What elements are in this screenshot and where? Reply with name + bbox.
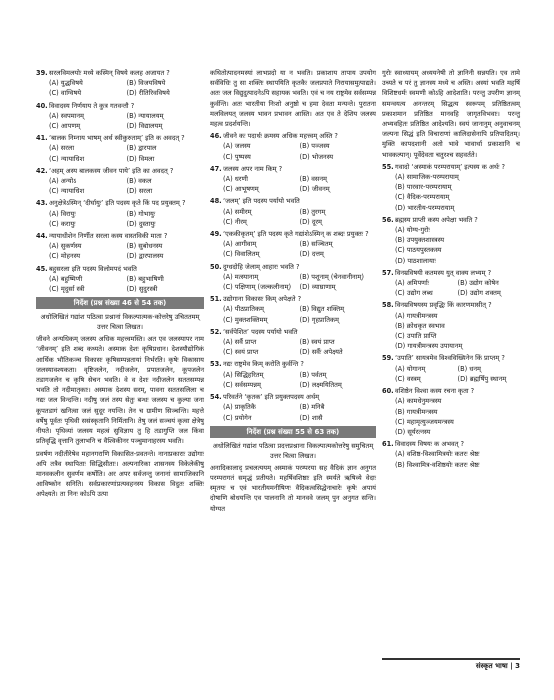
question-text: उद्योगाना विकासः किम् अपेक्षते ? <box>223 295 302 304</box>
question-item <box>210 262 376 293</box>
question-item <box>36 264 204 295</box>
answer-option: (C) मुक्तशक्तिमम् <box>223 315 268 324</box>
answer-option: (D) गायत्रीमन्त्रस्य उपायानम् <box>395 342 463 351</box>
answer-option: (D) पाठशालायाः <box>395 256 436 265</box>
answer-option: (A) स्वपमानम् <box>49 111 84 120</box>
option-list <box>36 274 204 294</box>
question-item <box>36 101 204 132</box>
option-list <box>382 278 520 298</box>
answer-option: (D) उद्योग शक्तम् <box>457 289 501 298</box>
question-number: 47. <box>210 164 222 173</box>
question-list <box>36 68 204 294</box>
question-number: 50. <box>210 262 222 271</box>
answer-option: (C) न्यायाधिश <box>49 187 85 196</box>
answer-option: (A) बहुष्मिणी <box>49 274 83 283</box>
question-item <box>382 353 520 384</box>
answer-option: (D) सर्वैः अपेक्ष्यते <box>299 348 343 357</box>
question-stem <box>382 162 520 172</box>
answer-option: (A) धरणी <box>223 175 248 184</box>
answer-option: (C) सर्वसम्पन्नम् <box>223 380 261 389</box>
question-stem <box>210 164 376 174</box>
question-text: ‘उपाति’ सायत्रमेव विश्वविख्यिनेन किं प्राप्तम् ? <box>395 354 505 363</box>
question-stem <box>382 268 520 278</box>
answer-option: (D) रीतिरिवविषये <box>126 89 170 98</box>
question-text: जीवने कः पदार्थः क्रमस्य अधिक महत्त्वम् अस्ति ? <box>223 132 338 141</box>
answer-option: (C) स्वयं प्राप्त <box>223 348 259 357</box>
question-item <box>36 198 204 229</box>
answer-option: (C) प्रयोगेन <box>223 413 252 422</box>
option-list <box>382 225 520 266</box>
option-list <box>36 78 204 98</box>
option-list <box>210 402 376 422</box>
question-text: नद्यः राष्ट्रमेव किम् करोति कुर्वन्ति ? <box>223 360 304 369</box>
option-list <box>210 207 376 227</box>
question-stem <box>210 294 376 304</box>
answer-option: (B) क्रोधकृत स्वभाव <box>395 321 445 330</box>
question-number: 49. <box>210 230 222 239</box>
option-list <box>210 141 376 161</box>
option-list <box>382 364 520 384</box>
instruction-text: अधोलिखितं गद्यांश पठित्वा प्रश्नानां विकल्पात्मक-कोत्तरेषु उचिततमम् उत्तर चित्वा लिखत। <box>40 313 200 332</box>
answer-option: (D) गृहप्रातिकम् <box>299 315 339 324</box>
answer-option: (A) वशिष्ठ-विश्वामित्रयोः कतरः श्रेष्ठः <box>395 450 480 459</box>
question-stem <box>36 231 204 241</box>
answer-option: (D) दुस्तायुः <box>126 219 156 228</box>
answer-option: (B) धनम् <box>457 364 481 373</box>
answer-option: (A) मत्स्यानाम् <box>223 272 259 281</box>
answer-option: (C) विवालितम् <box>223 250 260 259</box>
option-list <box>382 449 520 469</box>
question-list <box>210 131 376 422</box>
question-stem <box>36 264 204 274</box>
question-text: ‘एककीकृतम्’ इति पदस्य कृते गद्यांशेऽस्मिन् क शब्दः प्रयुक्तः ? <box>223 230 369 239</box>
answer-option: (D) द्वारपालस्य <box>126 252 164 261</box>
question-text: बहुसरला इति पदस्य विलोमपदं भवति <box>49 264 137 273</box>
question-text: वशिष्ठेन विश्वा कस्य रचना कृता ? <box>395 387 475 396</box>
answer-option: (A) प्राकृतिकै <box>223 403 256 412</box>
question-stem <box>210 392 376 402</box>
question-number: 52. <box>210 327 222 336</box>
answer-option: (C) मोहनस्य <box>49 252 81 261</box>
answer-option: (C) उपाति प्राप्ति <box>395 332 437 341</box>
question-text: ‘अहम् अस्य बालकस्य जीवन पाये’ इति का अवदत् ? <box>49 166 174 175</box>
answer-option: (B) बहुभाषिणी <box>126 274 164 283</box>
question-text: सरलविमलयोः मध्ये कस्मिन् विषये कलह अजायत ? <box>49 69 170 77</box>
question-number: 40. <box>36 101 48 110</box>
question-stem <box>382 439 520 449</box>
answer-option: (D) सरला <box>126 187 153 196</box>
question-list <box>382 162 520 470</box>
answer-option: (D) भारतीय-परम्परायाम् <box>395 203 455 212</box>
question-number: 45. <box>36 264 48 273</box>
option-list <box>210 337 376 357</box>
question-item <box>210 131 376 162</box>
question-text: विनम्रविषयस्य प्रवृद्धिः किं कारणमासीत् ? <box>395 301 492 310</box>
answer-option: (B) स्वयं प्राप्त <box>299 338 335 347</box>
answer-option: (D) शासै <box>299 413 323 422</box>
answer-option: (D) विद्यालयम् <box>126 122 163 131</box>
question-text: ब्रह्मस्य प्राप्ती कस्य अपेक्षा भवति ? <box>395 215 478 224</box>
question-text: परिवर्तने ‘कृतक’ इति प्रयुक्तपदस्य अर्थम् <box>223 393 320 402</box>
question-text: ‘जलम्’ इति पदस्य पर्यायो भवति <box>223 197 300 206</box>
question-item <box>210 327 376 358</box>
answer-option: (C) पक्षिणाम् (जल्कलीनाम्) <box>223 283 292 292</box>
question-stem <box>382 386 520 396</box>
question-item <box>210 164 376 195</box>
question-number: 61. <box>382 440 394 449</box>
answer-option: (C) वाग्विषये <box>49 89 82 98</box>
passage-paragraph: जीवने अन्यधिकम् जलस्य अधिक महत्त्वमस्ति। अत एव जलस्यापर नाम ‘जीवनम्’ इति शब्द कथ्यते। अस्माक देशः कृषिप्रधान। देशस्यौद्योगिकं आर्थिक भौतिकञ्च विकासः कृषिसम्पन्नतायां निर्भरति। कृषेः विकासाय जलस्यावश्यकता। वृष्टिजलेन, नदीजलेन, प्रपातजलेन, कूपजलेन तडागजलेन च कृषि सेचन भवति। वे व देशः नदीजलेन सततसम्पन्न भवति तो नदीमातृकाः। अस्माक देशस्य सरम्, पावना सततसलिला च नद्यः जल विन्दन्ति। नदीषु जलं तस्य सेतुः बन्धः जलस्य च कुल्या जना कूपतडागं खनित्वा जलं सुदूर नयन्ति। तेन च ग्रामीण सिञ्चन्ति। महत्ते वर्षेषु पूर्वतः पृथिवी ससंस्कृतानि निर्मितानि। तेषु जलं सञ्चयं कृत्वा क्षेत्रेषु नीयते। पृथिव्यां जलस्य महत्वं सुविज्ञाय तु हि तडागुप्ति जल किंवा प्रतिवृद्धि वृत्तानि तुलाभनि च वैश्विकीनर पञ्चुमानाहरस्य भवति। <box>36 335 204 446</box>
question-text: विवादस्य निर्णयाय ते कुत्र गतवन्तौ ? <box>49 101 135 110</box>
question-text: ‘बालक निम्नाय भाषम् अर्थ स्वीकुरुताम्’ इति क अवदत् ? <box>49 134 185 143</box>
question-text: विनम्रविषयी कतमस्य युत् वाक्य लभ्यम् ? <box>395 268 492 277</box>
question-stem <box>36 101 204 111</box>
question-stem <box>36 68 204 78</box>
answer-option: (D) दूरम् <box>299 217 322 226</box>
passage-paragraph: गुरोः स्वाध्यायम् अध्ययनेषी तो ज्ञानिनी सन्नयति। एव तामे उच्यते च परं तु ज्ञानस्य मध्ये च अस्ति। अस्यां भवति महर्षि विशिष्टधर्मः स्वमणी कोऽहि आदेशाति। परन्तु उपरीण ज्ञानम् समन्वयत्य अनन्तरम् सिद्धत्य स्वरूपम् प्रतिष्ठितत्वम् प्रकाशमान प्रतिष्ठित मानवहि जागृतविभवाः। परन्तु अभ्यवहितः प्रतिष्ठित आदेश्यति। स्वयं जानानुम् अनुवाचनम् जल्पना सिद्धं इति विचाराणां कालिदासेनापि प्रतिपादितम्। मुक्ति कापदशानी अतो भावे भावार्था प्रकाशानि च भावकल्पान्। पूर्वेदेवता चतुरश्च सहवर्तते। <box>382 69 520 159</box>
question-number: 59. <box>382 354 394 363</box>
question-item <box>36 166 204 197</box>
question-item <box>210 359 376 390</box>
answer-option: (A) कामधेनुमन्त्रस्य <box>395 397 442 406</box>
passage-paragraph: प्रवर्षण नदीतीरेषेव महानगराणि विकासित-प्रवतन्ते। नानाप्रकाराः उद्योगाः अपि तत्रैव स्थापिताः सिद्धिसीताः। अल्पनारिका शासनस्य विकेलेकीषु मानवकलीन सुवर्णम कर्षोति। अर अपर सर्वजन्तु जनानां सामाजिकानि आविष्कोन सनिति। सर्वप्रकारणांप्रत्यवहनस्य विकास विदुतः शक्तिः अपेक्ष्यते। ता निनः कोऽपि उत्पा <box>36 449 204 499</box>
question-number: 39. <box>36 69 48 77</box>
question-text: अनुक्षेत्रेऽस्मिन् ‘दीर्घायुः’ इति पदस्य कृते किं पद प्रयुक्तम् ? <box>49 199 186 208</box>
question-number: 57. <box>382 268 394 277</box>
answer-option: (D) जीवनम् <box>299 185 330 194</box>
answer-option: (C) पाठयपुस्तकस्य <box>395 246 442 255</box>
question-number: 58. <box>382 301 394 310</box>
question-item <box>36 133 204 164</box>
answer-option: (C) पुष्पस्य <box>223 152 251 161</box>
question-stem <box>210 229 376 239</box>
answer-option: (C) महामृत्युञ्जयमन्त्रस्य <box>395 417 454 426</box>
question-number: 55. <box>382 162 394 171</box>
question-stem <box>210 262 376 272</box>
answer-option: (B) पशूनाम् (चेनवानीनाम्) <box>299 272 364 281</box>
question-stem <box>210 359 376 369</box>
question-item <box>382 386 520 437</box>
answer-option: (D) ब्रह्मर्षिपु स्थानम् <box>457 374 507 383</box>
question-number: 44. <box>36 232 48 241</box>
option-list <box>210 370 376 390</box>
answer-option: (A) पीठप्रातिकम् <box>223 305 264 314</box>
question-text: गवादो ‘अस्माकं परम्परायाम्’ इत्यस्य क अर्थः ? <box>395 162 506 171</box>
answer-option: (C) वस्त्रम् <box>395 374 421 383</box>
answer-option: (B) विद्युत शक्तिम् <box>299 305 345 314</box>
answer-option: (C) करायुः <box>49 219 76 228</box>
option-list <box>36 176 204 196</box>
answer-option: (C) वैदिक-परम्परायाम् <box>395 193 450 202</box>
option-list <box>382 396 520 437</box>
question-text: ‘सर्वपेशित’ पदस्य पर्यायो भवति <box>223 327 298 336</box>
column-3 <box>382 68 520 472</box>
question-number: 60. <box>382 387 394 396</box>
question-number: 51. <box>210 295 222 304</box>
answer-option: (A) योग्य-गुरोः <box>395 226 430 235</box>
option-list <box>382 172 520 213</box>
answer-option: (C) आपणम् <box>49 122 81 131</box>
question-stem <box>382 300 520 310</box>
question-text: जलस्य अपर नाम किम् ? <box>223 164 283 173</box>
answer-option: (D) विमला <box>126 154 155 163</box>
question-stem <box>210 131 376 141</box>
answer-option: (B) उद्योग कोषेन <box>457 279 499 288</box>
question-number: 43. <box>36 199 48 208</box>
passage-paragraph: कथितोत्पादनमस्यां लाभप्रदो या न भवति। प्रकाशाय तापाय उपयोग सर्वविधिः तु सा शक्तिः स्थापयिति कृतकैः जलप्रपाते निरायासमुत्पाद्यते। अतः जल विद्युदुत्पादनेऽपि सहायक भवति। एवं च नय राष्ट्रमेव सर्वसम्पन्न कुर्वन्ति। अतः भारतीया निःशो अनुष्ठो च हमा देवता मन्यन्ते। पुरातना मलविलयत् जलस्य भावन प्रभावन आस्ति। अत एव ते देशिय जलस्य महत्व प्रदर्शयन्ति। <box>210 69 376 129</box>
answer-option: (D) दत्तम् <box>299 250 324 259</box>
question-stem <box>210 196 376 206</box>
answer-option: (B) सञ्चितम् <box>299 240 333 249</box>
question-item <box>210 294 376 325</box>
answer-option: (A) योगानम् <box>395 364 426 373</box>
answer-option: (B) विश्वामित्र-वशिष्ठयोः कतरः श्रेष्ठः <box>395 460 480 469</box>
answer-option: (B) पारवार-परम्परायाम् <box>395 183 452 192</box>
answer-option: (C) उद्योग लब्ध <box>395 289 433 298</box>
option-list <box>36 143 204 163</box>
option-list <box>210 304 376 324</box>
answer-option: (C) मृदुर्सा स्त्री <box>49 285 85 294</box>
question-number: 53. <box>210 360 222 369</box>
instruction-text: अधोलिखितं गद्यांश पठित्वा प्रदत्तप्रश्नाना विकल्पात्मकोत्तरेषु समुचितम् उत्तर चित्वा लिखत। <box>212 441 374 460</box>
answer-option: (B) वकल <box>126 177 152 186</box>
answer-option: (D) सूर्यरत्नस्य <box>395 427 431 436</box>
answer-option: (B) तुरगम् <box>299 207 326 216</box>
answer-option: (A) सिद्धिहरितम् <box>223 370 264 379</box>
question-item <box>382 300 520 351</box>
answer-option: (A) जलस्य <box>223 142 251 151</box>
answer-option: (B) गोभायुः <box>126 209 156 218</box>
question-item <box>382 215 520 266</box>
answer-option: (A) अमिपर्णाः <box>395 279 429 288</box>
question-stem <box>382 215 520 225</box>
answer-option: (A) सामाजिक-परम्परायाम् <box>395 173 459 182</box>
answer-option: (D) सुदुरस्त्री <box>126 285 158 294</box>
answer-option: (C) आभूषणम् <box>223 185 259 194</box>
question-stem <box>210 327 376 337</box>
answer-option: (A) आगीवाम् <box>223 240 257 249</box>
answer-option: (B) न्यायालयम् <box>126 111 164 120</box>
answer-option: (B) पञ्जस्य <box>299 142 330 151</box>
answer-option: (B) गायत्रीमन्त्रस्य <box>395 407 438 416</box>
answer-option: (B) मनिबै <box>299 403 325 412</box>
section-banner: निर्देश (प्रश्न संख्या 55 से 63 तक) <box>210 426 376 438</box>
question-item <box>210 229 376 260</box>
question-number: 56. <box>382 215 394 224</box>
answer-option: (D) लक्ष्मयितितम् <box>299 380 342 389</box>
page-footer <box>382 658 520 672</box>
question-text: विवादस्य विषयः क अभवत् ? <box>395 440 465 449</box>
answer-option: (B) विजयविषये <box>126 79 166 88</box>
question-stem <box>36 198 204 208</box>
option-list <box>210 174 376 194</box>
answer-option: (B) वसनम् <box>299 175 327 184</box>
option-list <box>36 209 204 229</box>
passage-paragraph: अनादिकालाद् प्रचलत्ययम् अस्माकं परम्परया सह वैदिकं ज्ञान अनुगत परम्परागतं समृद्धं प्रतीयते। महर्षिवशिष्ठाः इति स्मर्यते ऋषिव्ये वेदाः स्मृतयः च एवं भारतीयमनीषिणः वैदिकत्वसिद्धेनाचारेः कृषेः अपायं दोषाणि बोधयन्ति एव पालनानि तो मानववे जलम् पुन अनुगत सन्ति। योग्यत <box>210 463 376 513</box>
answer-option: (D) भोजनस्य <box>299 152 334 161</box>
question-item <box>210 392 376 423</box>
answer-option: (A) विरायुः <box>49 209 76 218</box>
option-list <box>36 241 204 261</box>
answer-option: (C) नीरम् <box>223 217 247 226</box>
answer-option: (A) अन्योऽ <box>49 177 77 186</box>
column-2 <box>210 68 376 516</box>
answer-option: (D) व्याघ्राणाम् <box>299 283 336 292</box>
question-number: 54. <box>210 393 222 402</box>
question-item <box>36 68 204 99</box>
question-text: दुग्धदोहि जेलाम् आहारः भवति ? <box>223 262 300 271</box>
subject-name: संस्कृत भाषा <box>475 662 508 670</box>
answer-option: (C) न्यायाधिश <box>49 154 85 163</box>
page-number: 3 <box>515 662 520 670</box>
answer-option: (B) सुबोधनस्य <box>126 242 163 251</box>
question-text: न्यायाधीशेन निर्णीत सरला कस्य वास्तविकी माता ? <box>49 232 168 241</box>
column-1 <box>36 68 204 502</box>
question-number: 42. <box>36 166 48 175</box>
question-item <box>382 268 520 299</box>
question-number: 41. <box>36 134 48 143</box>
answer-option: (A) सरला <box>49 144 75 153</box>
question-item <box>382 162 520 213</box>
question-stem <box>36 166 204 176</box>
answer-option: (B) द्वारपाल <box>126 144 157 153</box>
option-list <box>382 311 520 352</box>
question-item <box>36 231 204 262</box>
answer-option: (A) गायत्रीमन्त्रस्य <box>395 311 438 320</box>
answer-option: (A) समीरम् <box>223 207 252 216</box>
question-item <box>210 196 376 227</box>
answer-option: (A) सुकर्णस्य <box>49 242 82 251</box>
option-list <box>36 111 204 131</box>
answer-option: (A) सर्वै प्राप्त <box>223 338 257 347</box>
footer-divider: | <box>510 662 516 670</box>
option-list <box>210 272 376 292</box>
question-item <box>382 439 520 470</box>
answer-option: (A) युद्धविषये <box>49 79 83 88</box>
option-list <box>210 239 376 259</box>
answer-option: (B) पर्वतम् <box>299 370 327 379</box>
question-number: 48. <box>210 197 222 206</box>
question-number: 46. <box>210 132 222 141</box>
question-stem <box>382 353 520 363</box>
section-banner: निर्देश (प्रश्न संख्या 46 से 54 तक) <box>36 297 204 309</box>
answer-option: (B) उपयुक्तशास्त्रस्य <box>395 236 445 245</box>
question-stem <box>36 133 204 143</box>
